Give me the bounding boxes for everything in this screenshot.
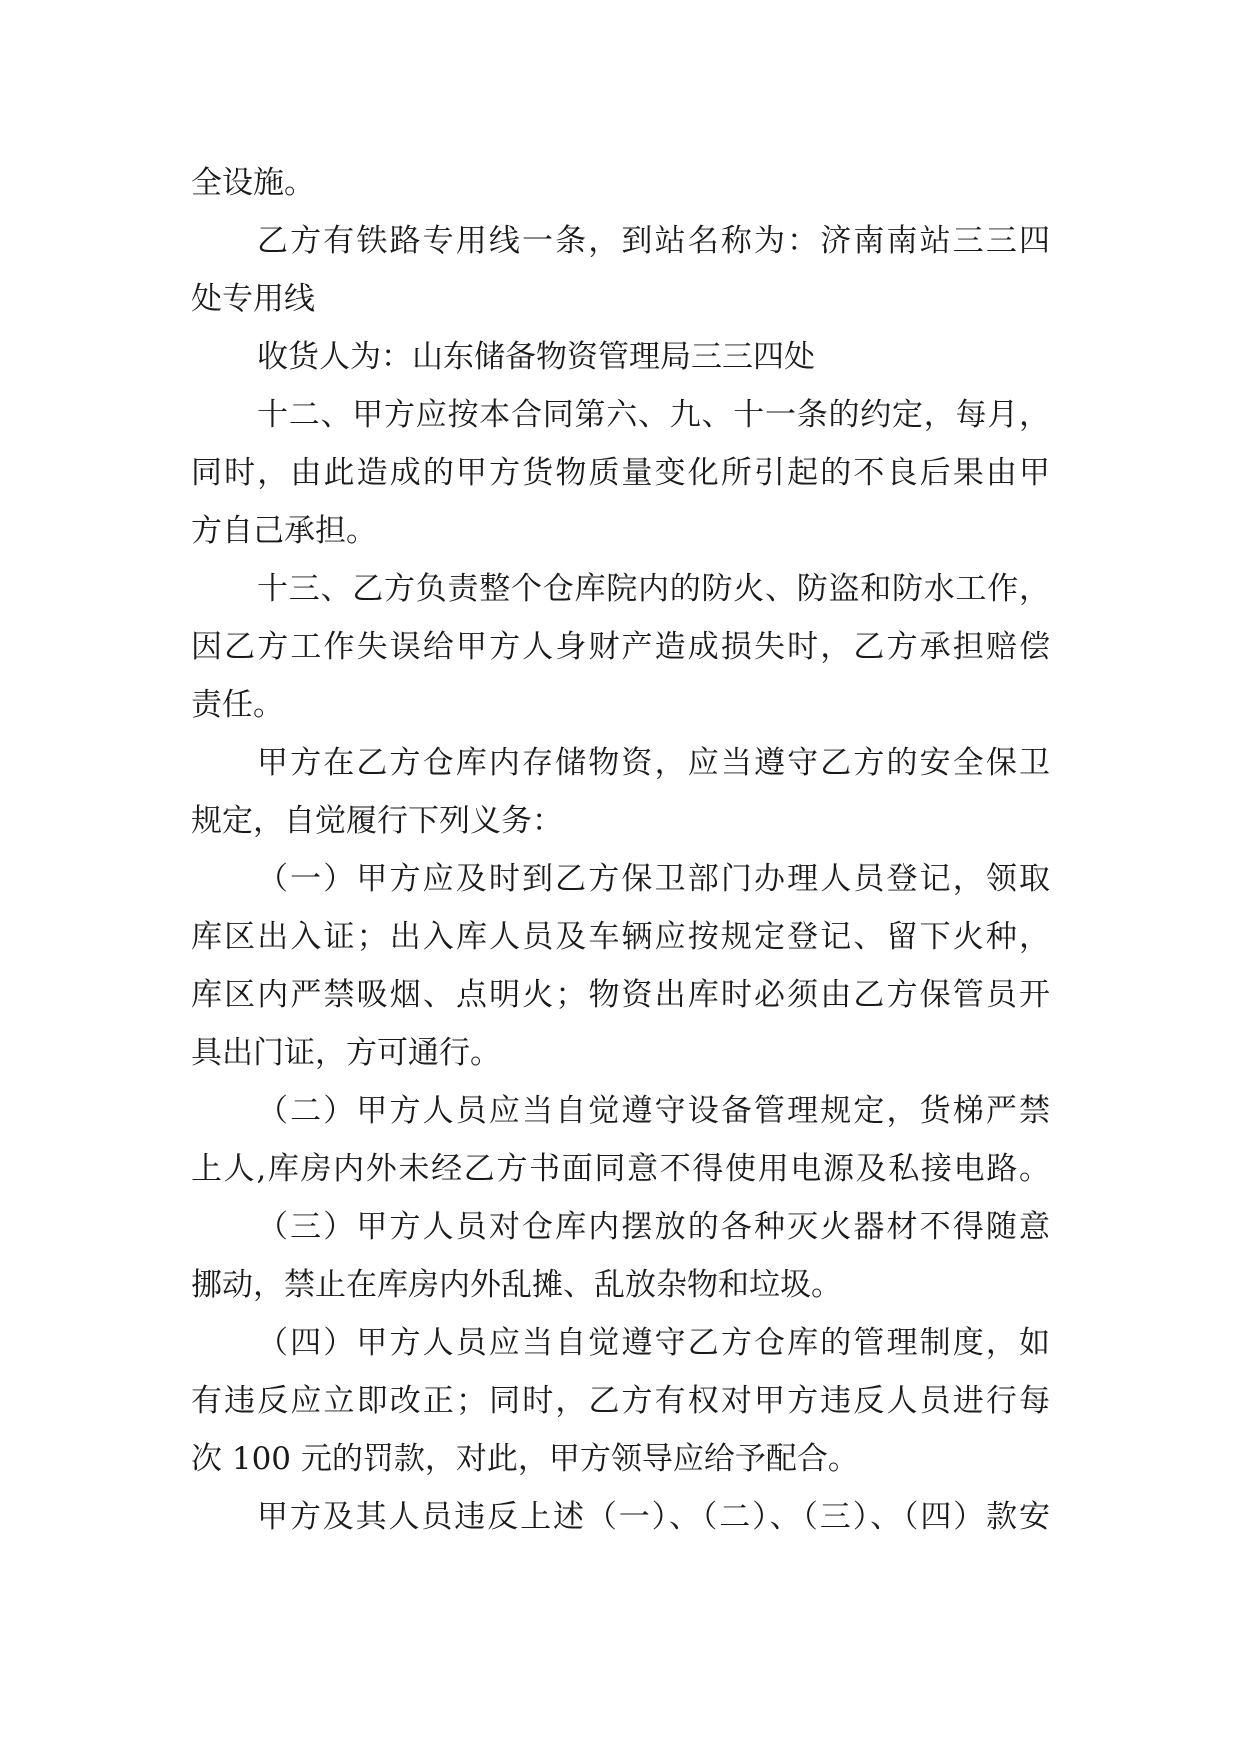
text-line: 处专用线 <box>191 281 315 317</box>
text-line: 库区内严禁吸烟、点明火；物资出库时必须由乙方保管员开 <box>191 977 1050 1013</box>
text-line: 挪动，禁止在库房内外乱摊、乱放杂物和垃圾。 <box>191 1267 842 1303</box>
text-line: （四）甲方人员应当自觉遵守乙方仓库的管理制度，如 <box>257 1325 1050 1361</box>
text-line: 收货人为：山东储备物资管理局三三四处 <box>257 339 815 375</box>
text-line: 同时，由此造成的甲方货物质量变化所引起的不良后果由甲 <box>191 455 1050 491</box>
text-line: （三）甲方人员对仓库内摆放的各种灭火器材不得随意 <box>257 1209 1050 1245</box>
text-line: 方自己承担。 <box>191 513 377 549</box>
text-line: （二）甲方人员应当自觉遵守设备管理规定，货梯严禁 <box>257 1093 1050 1129</box>
text-line: 上人,库房内外未经乙方书面同意不得使用电源及私接电路。 <box>191 1151 1050 1187</box>
text-line: 甲方在乙方仓库内存储物资，应当遵守乙方的安全保卫 <box>257 745 1050 781</box>
text-line: 库区出入证；出入库人员及车辆应按规定登记、留下火种， <box>191 919 1050 955</box>
text-line: 有违反应立即改正；同时，乙方有权对甲方违反人员进行每 <box>191 1383 1050 1419</box>
text-line: 全设施。 <box>191 165 315 201</box>
text-line: 次 100 元的罚款，对此，甲方领导应给予配合。 <box>191 1441 859 1477</box>
text-line: 具出门证，方可通行。 <box>191 1035 501 1071</box>
text-line: 责任。 <box>191 687 284 723</box>
text-line: 因乙方工作失误给甲方人身财产造成损失时，乙方承担赔偿 <box>191 629 1050 665</box>
text-line: 十二、甲方应按本合同第六、九、十一条的约定，每月， <box>257 397 1050 433</box>
text-line: 十三、乙方负责整个仓库院内的防火、防盗和防水工作， <box>257 571 1050 607</box>
text-line: 规定，自觉履行下列义务： <box>191 803 563 839</box>
text-line: （一）甲方应及时到乙方保卫部门办理人员登记，领取 <box>257 861 1050 897</box>
text-line: 乙方有铁路专用线一条，到站名称为：济南南站三三四 <box>257 223 1050 259</box>
text-line: 甲方及其人员违反上述（一）、（二）、（三）、（四）款安 <box>257 1499 1050 1535</box>
